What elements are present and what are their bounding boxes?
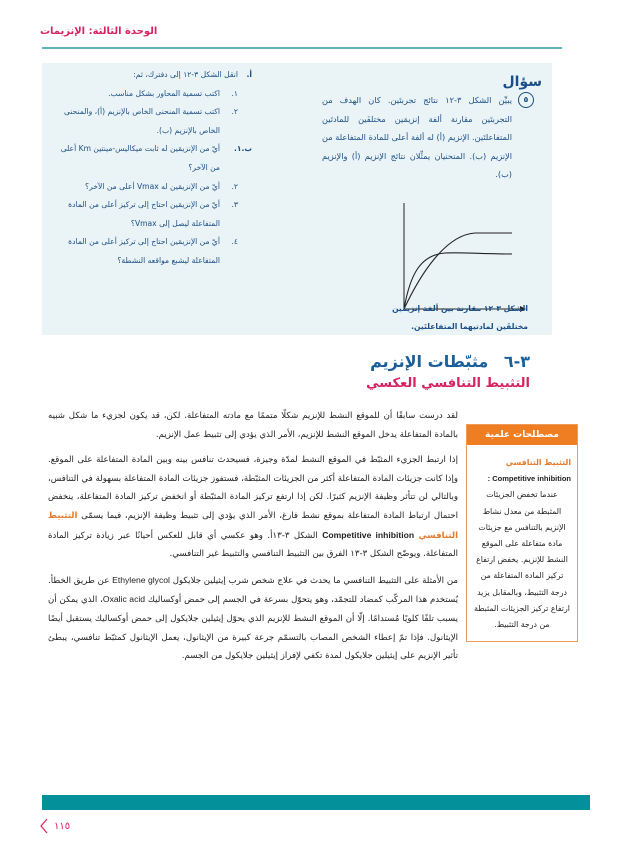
english-term: Ethylene glycol	[112, 574, 170, 585]
term-name: التثبيط التنافسي	[505, 458, 571, 467]
part-text: أيّ من الإنزيمَين له Vmax أعلى من الآخر؟	[85, 181, 220, 191]
scientific-terms-box	[466, 424, 578, 642]
question-number-badge: ٥	[518, 92, 534, 108]
paragraph-text: ، الذي يمكن أن يسبب تلفًا كلويًا مُستدامًا. إلّا أن الموقع النشط للإنزيم الذي يحوّل إيثيلين جلايكول إلى حمض أوكساليك يستقبل أيضًا الإيثانول. فإذا تمّ إعطاء الشخص المصاب بالتسمّم جرعة كبيرة من الإيثانول، يعمل الإيثانول كمثبّط تنافسي، يبطئ تأثير الإنزيم على إيثيلين جلايكول لمدة تكفي لإفراز إيثيلين جلايكول من الجسم.	[48, 595, 458, 662]
paragraph-text: عن طريق الخطأ. يُستخدم هذا المركّب كمضاد للتجمّد، وهو يتحوّل بسرعة في الجسم إلى حمض أوكساليك	[48, 575, 459, 606]
terms-box-title: مصطلحات علمية	[467, 425, 577, 445]
question-part	[52, 196, 252, 233]
part-marker: ب.١.	[233, 144, 252, 154]
question-intro: يبيِّن الشكل ٣-١٢ نتائج تجربتَين. كان الهدف من التجربتَين مقارنة ألفة إنزيمَين مختلفَين للمادتَين المتفاعلتَين. الإنزيم (أ) له ألفة أعلى للمادة المتفاعلة من الإنزيم (ب). المنحنيان يمثِّلان نتائج الإنزيم (أ) والإنزيم (ب).	[322, 95, 512, 180]
footer-bar	[42, 795, 590, 810]
term-english: Competitive inhibition :	[487, 474, 571, 484]
curve-high-vmax	[404, 233, 512, 309]
figure-caption: الشكل ٣-١٢ مقارنة بين ألفة إنزيمَين مختلفَين لمادتيهما المتفاعلتَين.	[392, 304, 528, 331]
part-marker: ٢.	[231, 181, 238, 191]
part-text: اكتب تسمية المنحنى الخاص بالإنزيم (أ)، والمنحنى الخاص بالإنزيم (ب).	[63, 107, 220, 135]
term-definition: عندما تخفض الجزيئات المثبطة من معدل نشاط الإنزيم بالتنافس مع جزيئات مادة متفاعلة على الموقع النشط للإنزيم. يخفض ارتفاع تركيز المادة المتفاعلة من درجة التثبيط، وبالمقابل يزيد ارتفاع تركيز الجزيئات المثبطة من درجة التثبيط.	[474, 490, 570, 630]
part-marker: ٣.	[231, 200, 238, 210]
question-part	[52, 178, 252, 197]
page-number-text: ١١٥	[54, 820, 71, 832]
header-divider	[42, 47, 562, 49]
part-text: أيّ من الإنزيمَين له ثابت ميكاليس-مينتين Km أعلى من الآخر؟	[60, 144, 220, 172]
paragraph	[48, 451, 458, 564]
section-number: ٣-٦	[503, 352, 530, 371]
question-part	[52, 233, 252, 270]
terms-box-body	[467, 445, 577, 641]
question-part	[52, 85, 252, 104]
question-part	[52, 103, 252, 140]
part-text: أيّ من الإنزيمَين احتاج إلى تركيز أعلى من المادة المتفاعلة ليشبع مواقعه النشطة؟	[68, 237, 220, 265]
main-body	[48, 407, 458, 673]
section-heading	[370, 352, 530, 371]
part-marker: أ.	[246, 70, 252, 79]
paragraph-text: الشكل ٣-١٣أ. وهو عكسي أي قابل للعكس أحيانًا عبر زيادة تركيز المادة المتفاعلة. ويوضّح الشكل ٣-١٣ الفرق بين التثبيط التنافسي والتثبيط غير التنافسي.	[48, 530, 458, 560]
paragraph: لقد درست سابقًا أن للموقع النشط للإنزيم شكلًا متممًا مع مادته المتفاعلة. لكن، قد يكون لجزيء ما شكل شبيه بالمادة المتفاعلة يدخل الموقع النشط للإنزيم، الأمر الذي يؤدي إلى تثبيط عمل الإنزيم.	[48, 411, 458, 440]
paragraph-text: إذا ارتبط الجزيء المثبّط في الموقع النشط لمدّة وجيزة، فسيحدث تنافس بينه وبين المادة المتفاعلة على الموقع. وإذا كانت جزيئات المادة المتفاعلة أكثر من الجزيئات المثبّطة، فستفوز جزيئات المادة المتفاعلة بسهولة في التنافس، وبالتالي لن تتأثر وظيفة الإنزيم كثيرًا. لكن إذا ارتفع تركيز المادة المثبّطة أو انخفض تركيز المادة المتفاعلة، ينخفض احتمال ارتباط المادة المتفاعلة بموقع نشط فارغ، الأمر الذي يؤدي إلى تثبيط وظيفة الإنزيم، فيما يسمّى	[48, 455, 458, 521]
section-title: مثبّطات الإنزيم	[370, 352, 489, 371]
part-marker: ١.	[231, 88, 238, 98]
unit-title: الوحدة الثالثة: الإنزيمات	[40, 26, 158, 37]
section-subtitle: التثبيط التنافسي العكسي	[366, 376, 530, 391]
english-term: Competitive inhibition	[322, 529, 415, 540]
highlight-term: التثبيط التنافسي	[48, 510, 459, 541]
chevron-left-icon	[40, 818, 48, 834]
page-number	[40, 818, 70, 834]
question-part	[52, 140, 252, 177]
paragraph	[48, 571, 458, 666]
part-text: انقل الشكل ٣-١٢ إلى دفترك، ثم:	[133, 70, 238, 79]
paragraph-text: من الأمثلة على التثبيط التنافسي ما يحدث في علاج شخص شرب إيثيلين جلايكول	[169, 575, 458, 586]
question-title: سؤال	[502, 74, 542, 90]
question-parts	[52, 66, 252, 271]
part-text: اكتب تسمية المحاور بشكل مناسب.	[108, 88, 220, 98]
english-term: Oxalic acid	[102, 594, 146, 605]
part-marker: ٢.	[231, 107, 238, 117]
question-part	[52, 66, 252, 85]
part-text: أيّ من الإنزيمَين احتاج إلى تركيز أعلى من المادة المتفاعلة ليصل إلى Vmax؟	[68, 200, 220, 228]
part-marker: ٤.	[231, 237, 238, 247]
